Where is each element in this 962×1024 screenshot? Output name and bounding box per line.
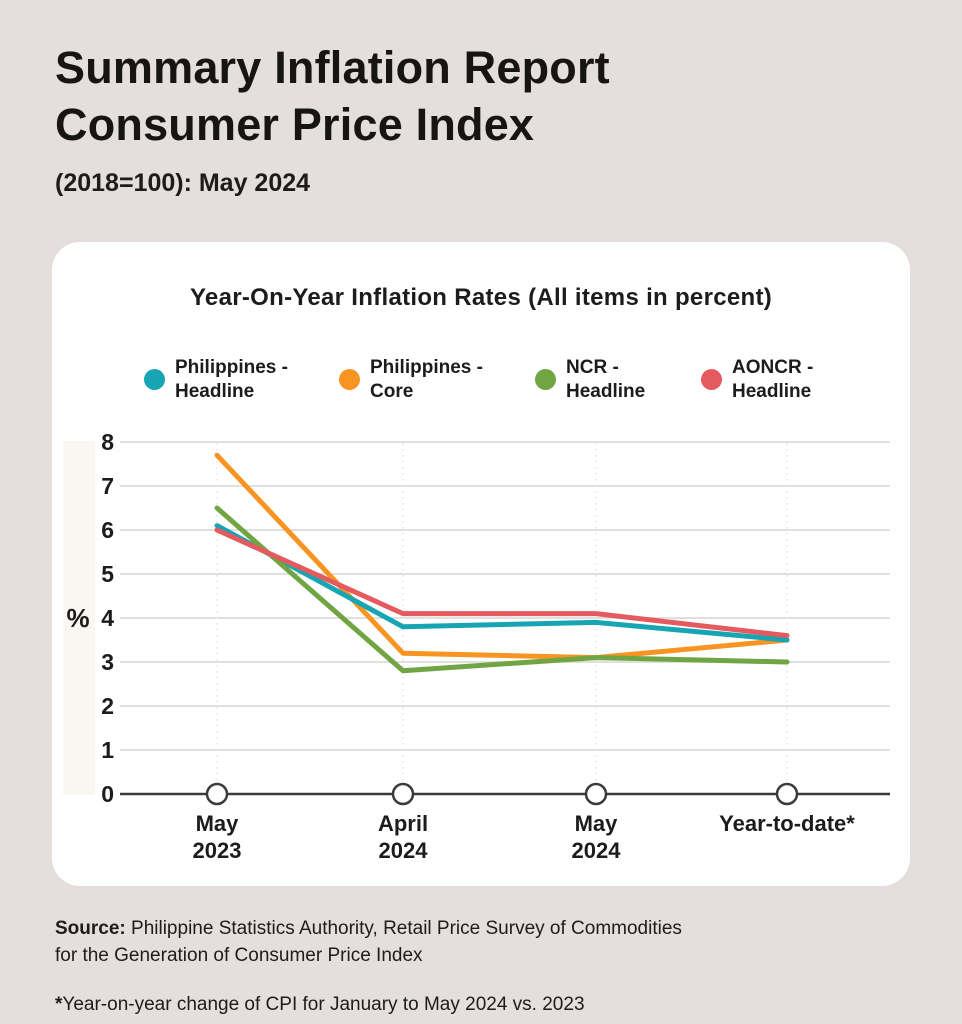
legend-dot-ncr-headline — [535, 369, 556, 390]
x-tick-label-april-2024-line2: 2024 — [378, 837, 428, 863]
x-tick-label-may-2024-line2: 2024 — [571, 837, 621, 863]
footer — [0, 886, 962, 1016]
legend-item-philippines-core — [339, 356, 535, 402]
line-chart — [52, 427, 910, 872]
source-body: Philippine Statistics Authority, Retail Price Survey of Commodities for the Generation of Consumer Price Index — [55, 917, 682, 966]
x-tick-marker-year-to-date — [777, 784, 797, 804]
chart-title: Year-On-Year Inflation Rates (All items in percent) — [189, 284, 773, 312]
legend-item-aoncr-headline — [701, 356, 813, 402]
y-tick-label-8: 8 — [101, 428, 114, 455]
x-tick-label-april-2024-line1: April — [377, 810, 429, 836]
x-tick-marker-april-2024 — [393, 784, 413, 804]
page-title-line2: Consumer Price Index — [55, 98, 535, 150]
page-title — [55, 40, 907, 153]
x-tick-label-may-2023-line2: 2023 — [192, 837, 242, 863]
source-label: Source: — [55, 917, 126, 939]
legend-item-ncr-headline — [535, 356, 701, 402]
y-tick-label-5: 5 — [101, 560, 114, 587]
legend-dot-aoncr-headline — [701, 369, 722, 390]
y-tick-label-0: 0 — [101, 780, 114, 807]
legend-dot-philippines-headline — [144, 369, 165, 390]
x-tick-marker-may-2024 — [586, 784, 606, 804]
chart-card — [52, 242, 910, 885]
legend-label-ncr-headline: NCR - Headline — [566, 357, 646, 402]
chart-legend — [52, 356, 910, 402]
legend-dot-philippines-core — [339, 369, 360, 390]
y-tick-label-1: 1 — [101, 736, 114, 763]
y-tick-label-2: 2 — [101, 692, 114, 719]
footnote-star: * — [55, 993, 63, 1015]
y-tick-label-7: 7 — [101, 472, 114, 499]
y-tick-label-6: 6 — [101, 516, 114, 543]
page-subtitle: (2018=100): May 2024 — [55, 169, 311, 198]
x-tick-label-may-2023-line1: May — [195, 810, 239, 836]
y-tick-label-4: 4 — [101, 604, 114, 631]
legend-label-philippines-core: Philippines - Core — [370, 357, 483, 402]
footnote-body: Year-on-year change of CPI for January to May 2024 vs. 2023 — [62, 993, 585, 1015]
y-tick-label-3: 3 — [101, 648, 114, 675]
x-tick-marker-may-2023 — [207, 784, 227, 804]
x-tick-label-may-2024-line1: May — [574, 810, 618, 836]
y-axis-label: % — [66, 602, 90, 633]
legend-item-philippines-headline — [144, 356, 339, 402]
page-title-line1: Summary Inflation Report — [55, 42, 610, 93]
legend-label-aoncr-headline: AONCR - Headline — [732, 357, 814, 402]
source-text — [55, 916, 703, 970]
x-tick-label-year-to-date: Year-to-date* — [719, 810, 855, 836]
footnote — [55, 994, 907, 1016]
legend-label-philippines-headline: Philippines - Headline — [175, 357, 288, 402]
header — [0, 0, 962, 198]
